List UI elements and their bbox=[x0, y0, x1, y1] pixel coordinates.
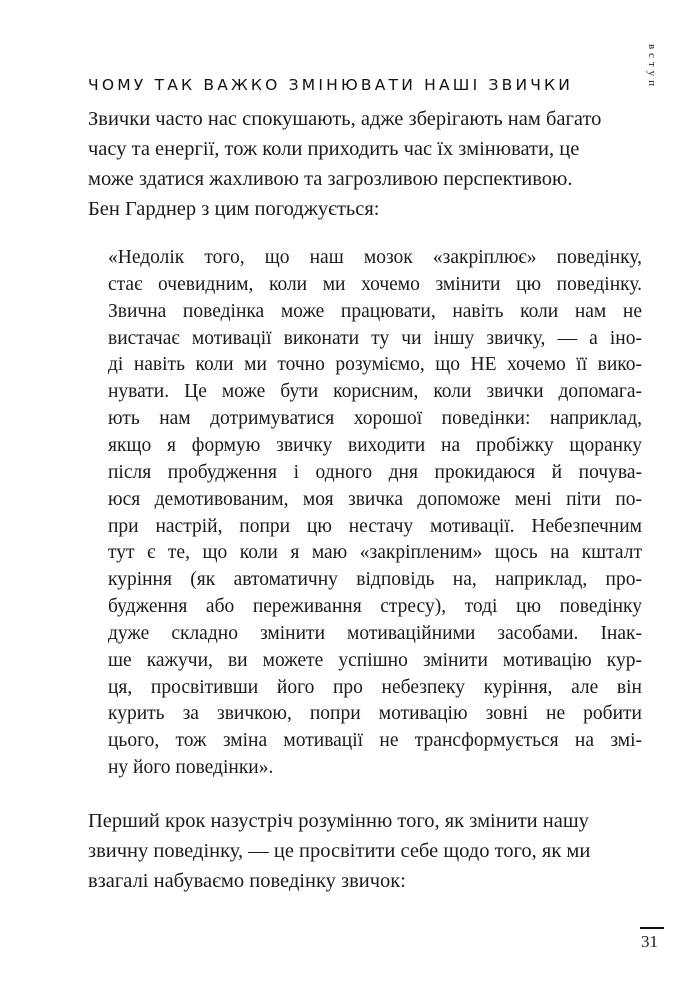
text-line: ють нам дотримуватися хорошої поведінки: наприклад, bbox=[108, 408, 642, 430]
text-line: дуже складно змінити мотиваційними засобами. Інак- bbox=[108, 622, 642, 644]
text-line: після пробудження і одного дня прокидаюся й почува- bbox=[108, 461, 642, 483]
text-line: ше кажучи, ви можете успішно змінити мотивацію кур- bbox=[108, 649, 642, 671]
page-number-rule bbox=[640, 927, 664, 929]
text-line: ну його поведінки». bbox=[108, 757, 274, 779]
text-line: ді навіть коли ми точно розуміємо, що НЕ хочемо її вико- bbox=[108, 354, 642, 376]
text-line: будження або переживання стресу), тоді цю поведінку bbox=[108, 596, 642, 618]
text-line: Перший крок назустріч розумінню того, як змінити нашу bbox=[88, 810, 589, 832]
text-line: нувати. Це може бути корисним, коли звички допомага- bbox=[108, 381, 642, 403]
text-line: ця, просвітивши його про небезпеку куріння, але він bbox=[108, 676, 642, 698]
page-number: 31 bbox=[641, 932, 658, 951]
text-line: може здатися жахливою та загрозливою перспективою. bbox=[88, 168, 573, 190]
text-line: якщо я формую звичку виходити на пробіжку щоранку bbox=[108, 434, 642, 456]
text-line: вистачає мотивації виконати ту чи іншу звичку, — а іно- bbox=[108, 327, 642, 349]
text-line: курить за звичкою, попри мотивацію зовні не робити bbox=[108, 703, 642, 725]
text-line: куріння (як автоматичну відповідь на, наприклад, про- bbox=[108, 569, 642, 591]
text-line: при настрій, попри цю нестачу мотивації. Небезпечним bbox=[108, 515, 642, 537]
text-line: часу та енергії, тож коли приходить час їх змінювати, це bbox=[88, 138, 580, 160]
text-line: звичну поведінку, — це просвітити себе щодо того, як ми bbox=[88, 840, 591, 862]
text-line: Бен Гарднер з цим погоджується: bbox=[88, 198, 380, 220]
text-line: Звички часто нас спокушають, адже зберігають нам багато bbox=[88, 108, 602, 130]
text-line: «Недолік того, що наш мозок «закріплює» поведінку, bbox=[108, 247, 642, 268]
text-line: цього, тож зміна мотивації не трансформується на змі- bbox=[108, 730, 642, 752]
text-line: тут є те, що коли я маю «закріпленим» щось на кшталт bbox=[108, 542, 642, 564]
text-line: взагалі набуваємо поведінку звичок: bbox=[88, 870, 406, 892]
running-section-label: вступ bbox=[646, 44, 658, 91]
section-heading: ЧОМУ ТАК ВАЖКО ЗМІНЮВАТИ НАШІ ЗВИЧКИ bbox=[88, 76, 574, 94]
text-line: стає очевидним, коли ми хочемо змінити цю поведінку. bbox=[108, 273, 642, 295]
text-line: Звична поведінка може працювати, навіть коли нам не bbox=[108, 300, 642, 322]
text-line: юся демотивованим, моя звичка допоможе мені піти по- bbox=[108, 488, 642, 510]
